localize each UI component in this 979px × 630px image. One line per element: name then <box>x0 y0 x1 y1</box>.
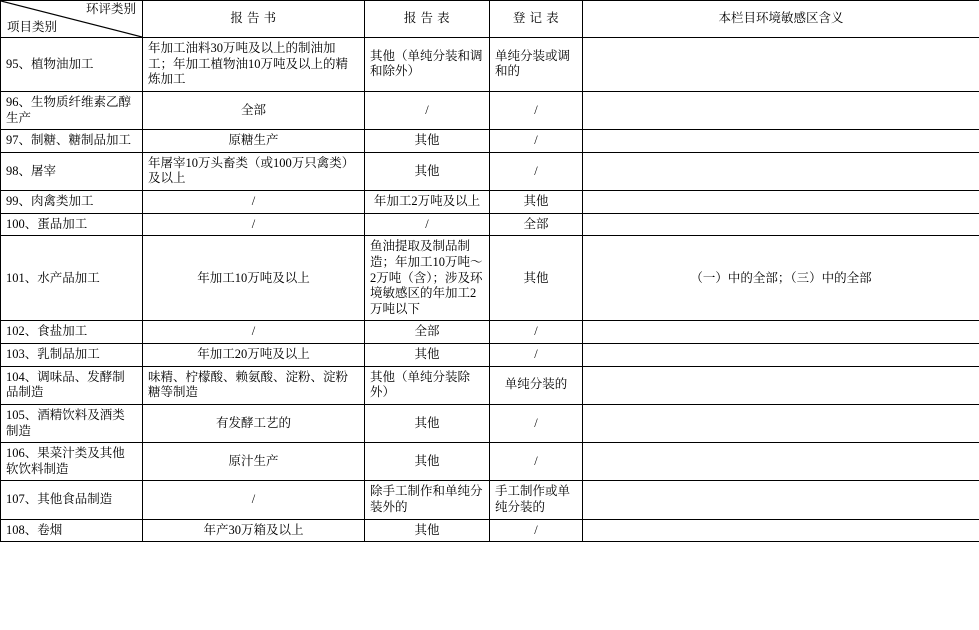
cell-report-book: / <box>143 321 365 344</box>
cell-sensitive-area-meaning <box>583 191 979 214</box>
column-header-registration-form: 登 记 表 <box>490 1 583 38</box>
corner-column-label: 环评类别 <box>85 2 136 16</box>
cell-sensitive-area-meaning <box>583 213 979 236</box>
cell-report-form: 鱼油提取及制品制造；年加工10万吨～2万吨（含）；涉及环境敏感区的年加工2万吨以下 <box>365 236 490 321</box>
cell-registration-form: / <box>490 91 583 129</box>
cell-registration-form: / <box>490 519 583 542</box>
row-header-category: 95、植物油加工 <box>1 38 143 92</box>
cell-registration-form: / <box>490 152 583 190</box>
cell-report-form: / <box>365 213 490 236</box>
cell-report-book: 年屠宰10万头畜类（或100万只禽类）及以上 <box>143 152 365 190</box>
table-row <box>1 481 979 519</box>
cell-report-form: 其他 <box>365 152 490 190</box>
cell-sensitive-area-meaning <box>583 481 979 519</box>
row-header-category: 96、生物质纤维素乙醇生产 <box>1 91 143 129</box>
cell-registration-form: / <box>490 130 583 153</box>
table-body <box>1 38 979 542</box>
cell-report-form: / <box>365 91 490 129</box>
row-header-category: 107、其他食品制造 <box>1 481 143 519</box>
row-header-category: 103、乳制品加工 <box>1 344 143 367</box>
cell-sensitive-area-meaning <box>583 130 979 153</box>
cell-report-form: 其他 <box>365 519 490 542</box>
cell-sensitive-area-meaning <box>583 91 979 129</box>
cell-report-form: 年加工2万吨及以上 <box>365 191 490 214</box>
column-header-sensitive-area-meaning: 本栏目环境敏感区含义 <box>583 1 979 38</box>
cell-sensitive-area-meaning <box>583 443 979 481</box>
cell-registration-form: / <box>490 404 583 442</box>
cell-sensitive-area-meaning <box>583 404 979 442</box>
row-header-category: 102、食盐加工 <box>1 321 143 344</box>
cell-report-form: 除手工制作和单纯分装外的 <box>365 481 490 519</box>
cell-report-form: 其他 <box>365 443 490 481</box>
cell-registration-form: 全部 <box>490 213 583 236</box>
cell-report-form: 其他（单纯分装和调和除外） <box>365 38 490 92</box>
row-header-category: 105、酒精饮料及酒类制造 <box>1 404 143 442</box>
cell-registration-form: 单纯分装的 <box>490 366 583 404</box>
table-row <box>1 404 979 442</box>
row-header-category: 106、果菜汁类及其他软饮料制造 <box>1 443 143 481</box>
cell-registration-form: / <box>490 344 583 367</box>
cell-sensitive-area-meaning: （一）中的全部；（三）中的全部 <box>583 236 979 321</box>
column-header-report-book: 报 告 书 <box>143 1 365 38</box>
corner-row-label: 项目类别 <box>7 20 58 35</box>
table-row <box>1 344 979 367</box>
cell-report-book: 全部 <box>143 91 365 129</box>
cell-report-book: 味精、柠檬酸、赖氨酸、淀粉、淀粉糖等制造 <box>143 366 365 404</box>
cell-report-book: / <box>143 213 365 236</box>
row-header-category: 99、肉禽类加工 <box>1 191 143 214</box>
cell-report-book: / <box>143 191 365 214</box>
cell-report-book: 原糖生产 <box>143 130 365 153</box>
cell-registration-form: / <box>490 321 583 344</box>
cell-report-book: / <box>143 481 365 519</box>
table-header-row <box>1 1 979 38</box>
cell-report-book: 年加工油料30万吨及以上的制油加工；年加工植物油10万吨及以上的精炼加工 <box>143 38 365 92</box>
cell-report-form: 其他（单纯分装除外） <box>365 366 490 404</box>
table-row <box>1 130 979 153</box>
cell-sensitive-area-meaning <box>583 366 979 404</box>
table-corner-header <box>1 1 143 38</box>
table-row <box>1 152 979 190</box>
table-row <box>1 321 979 344</box>
column-header-report-form: 报 告 表 <box>365 1 490 38</box>
table-row <box>1 519 979 542</box>
cell-sensitive-area-meaning <box>583 519 979 542</box>
row-header-category: 98、屠宰 <box>1 152 143 190</box>
table-row <box>1 38 979 92</box>
cell-report-form: 全部 <box>365 321 490 344</box>
table-row <box>1 443 979 481</box>
cell-registration-form: 其他 <box>490 236 583 321</box>
row-header-category: 108、卷烟 <box>1 519 143 542</box>
cell-sensitive-area-meaning <box>583 344 979 367</box>
cell-report-book: 年加工20万吨及以上 <box>143 344 365 367</box>
table-row <box>1 91 979 129</box>
cell-sensitive-area-meaning <box>583 321 979 344</box>
cell-report-form: 其他 <box>365 404 490 442</box>
cell-report-book: 原汁生产 <box>143 443 365 481</box>
table-row <box>1 366 979 404</box>
table-row <box>1 236 979 321</box>
cell-registration-form: 其他 <box>490 191 583 214</box>
cell-report-form: 其他 <box>365 344 490 367</box>
cell-report-form: 其他 <box>365 130 490 153</box>
cell-registration-form: 单纯分装或调和的 <box>490 38 583 92</box>
row-header-category: 104、调味品、发酵制品制造 <box>1 366 143 404</box>
cell-sensitive-area-meaning <box>583 38 979 92</box>
cell-report-book: 年产30万箱及以上 <box>143 519 365 542</box>
table-row <box>1 213 979 236</box>
row-header-category: 101、水产品加工 <box>1 236 143 321</box>
cell-report-book: 有发酵工艺的 <box>143 404 365 442</box>
cell-registration-form: 手工制作或单纯分装的 <box>490 481 583 519</box>
row-header-category: 97、制糖、糖制品加工 <box>1 130 143 153</box>
table-row <box>1 191 979 214</box>
cell-sensitive-area-meaning <box>583 152 979 190</box>
row-header-category: 100、蛋品加工 <box>1 213 143 236</box>
cell-registration-form: / <box>490 443 583 481</box>
cell-report-book: 年加工10万吨及以上 <box>143 236 365 321</box>
